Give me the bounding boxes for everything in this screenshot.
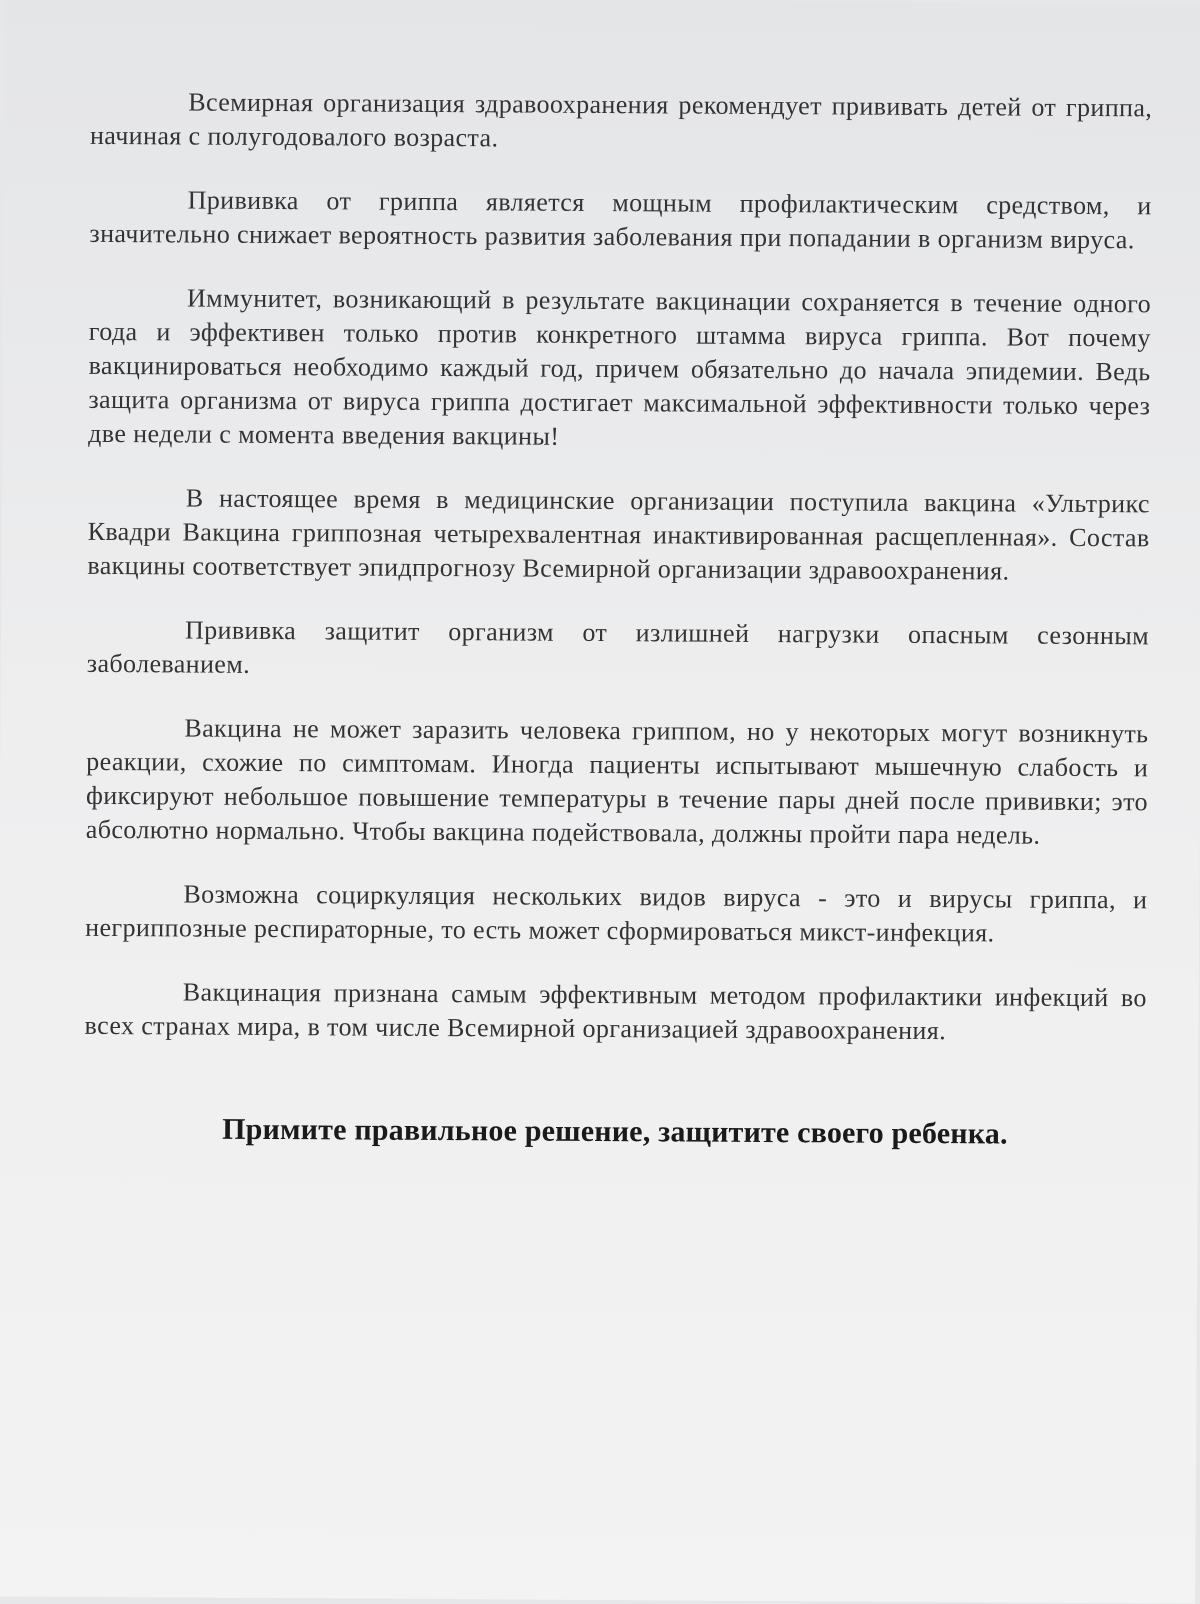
paragraph-seasonal-protection: Прививка защитит организм от излишней нагрузки опасным сезонным заболеванием. (86, 615, 1150, 679)
paragraph-side-effects: Вакцина не может заразить человека гриппом, но у некоторых могут возникнуть реакции, схожие по симптомам. Иногда пациенты испытывают мышечную слабость и фиксируют небольшое повышение температуры в течение пары дней после прививки; это абсолютно нормально. Чтобы вакцина подействовала, должны пройти пара недель. (85, 713, 1149, 850)
closing-call-to-action: Примите правильное решение, защитите своего ребенка. (222, 1112, 1008, 1151)
paragraph-immunity-duration: Иммунитет, возникающий в результате вакцинации сохраняется в течение одного года и эффективен только против конкретного штамма вируса гриппа. Вот почему вакцинироваться необходимо каждый год, причем обязательно до начала эпидемии. Ведь защита организма от вируса гриппа достигает максимальной эффективности только через две недели с момента введения вакцины! (88, 283, 1152, 451)
paragraph-mixed-infection: Возможна социркуляция нескольких видов вируса - это и вирусы гриппа, и негриппозные респираторные, то есть может сформироваться микст-инфекция. (85, 879, 1148, 948)
paragraph-who-recommendation: Всемирная организация здравоохранения рекомендует прививать детей от гриппа, начиная с полугодовалого возраста. (89, 87, 1153, 153)
paragraph-vaccine-arrival: В настоящее время в медицинские организации поступила вакцина «Ультрикс Квадри Вакцина гриппозная четырехвалентная инактивированная расщепленная». Состав вакцины соответствует эпидпрогнозу Всемирной организации здравоохранения. (87, 483, 1150, 586)
paragraph-vaccination-effectiveness: Вакцинация признана самым эффективным методом профилактики инфекций во всех странах мира, в том числе Всемирной организацией здравоохранения. (84, 977, 1147, 1046)
paragraph-vaccine-prevention: Прививка от гриппа является мощным профилактическим средством, и значительно снижает вероятность развития заболевания при попадании в организм вируса. (89, 185, 1152, 255)
